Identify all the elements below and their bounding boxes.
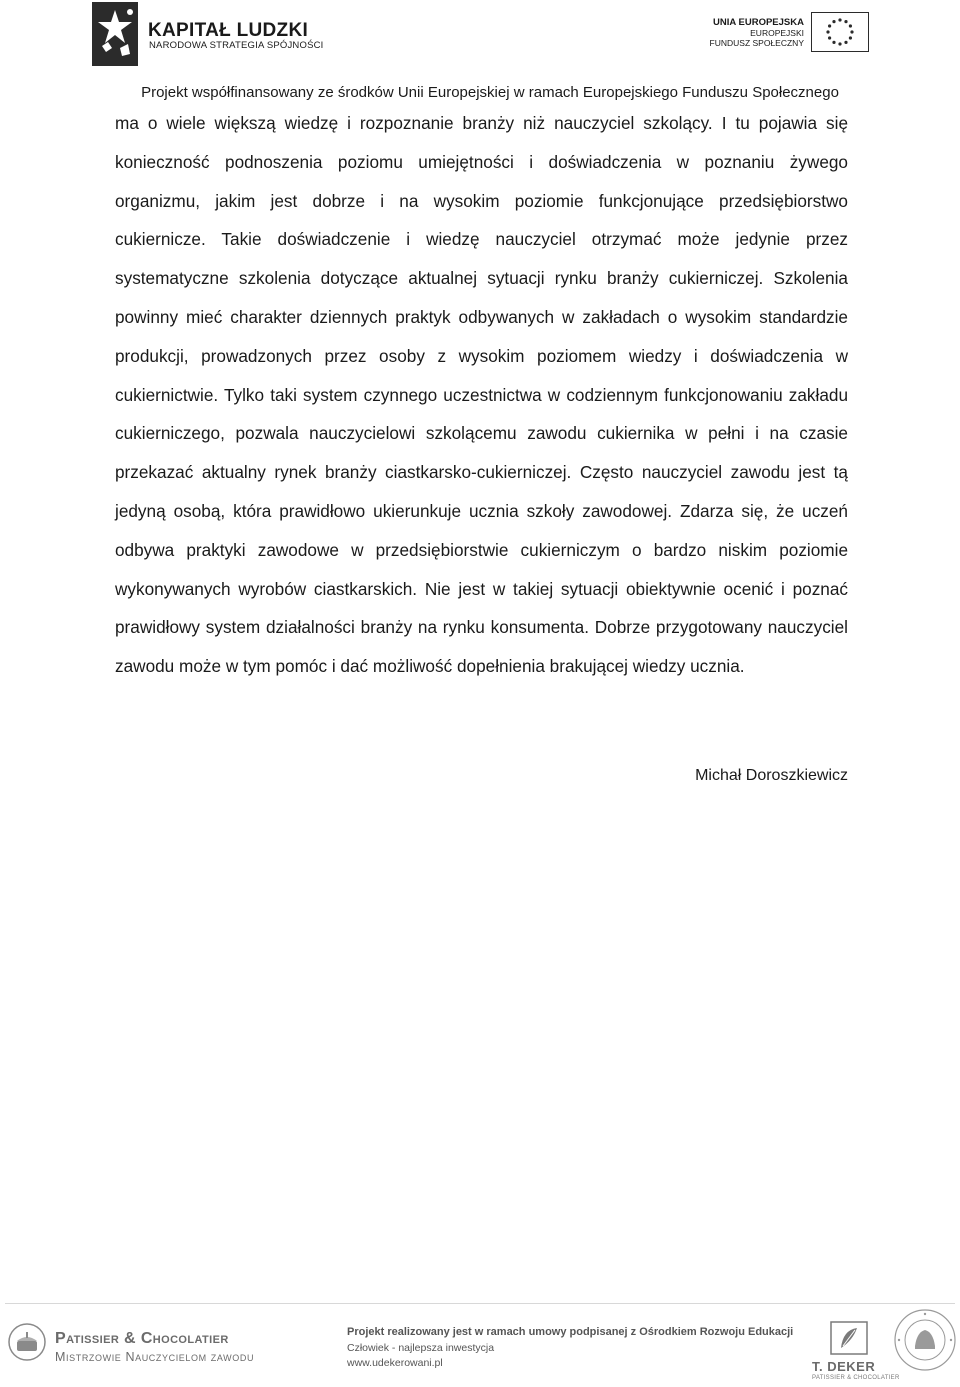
article-paragraph: ma o wiele większą wiedzę i rozpoznanie branży niż nauczyciel szkolący. I tu pojawia się konieczność podnoszenia poziomu umiejętności i doświadczenia w poznaniu żywego organizmu, jakim jest dobrze i na wysokim poziomie funkcjonujące przedsiębiorstwo cukiernicze. Takie doświadczenie i wiedzę nauczyciel otrzymać może jedynie przez systematyczne szkolenia dotyczące aktualnej sytuacji rynku branży cukierniczej. Szkolenia powinny mieć charakter dziennych praktyk odbywanych w zakładach o wysokim standardzie produkcji, prowadzonych przez osoby z wysokim poziomem wiedzy i doświadczenia w cukiernictwie. Tylko taki system czynnego uczestnictwa w codziennym funkcjonowaniu zakładu cukierniczego, pozwala nauczycielowi szkolącemu zawodu cukiernika w pełni i na czasie przekazać aktualny rynek branży ciastkarsko-cukierniczej. Często nauczyciel zawodu jest tą jedyną osobą, która prawidłowo ukierunkuje ucznia szkoły zawodowej. Zdarza się, że uczeń odbywa praktyki zawodowe w przedsiębiorstwie cukierniczym o bardzo niskim poziomie wykonywanych wyrobów ciastkarskich. Nie jest w takiej sytuacji obiektywnie ocenić i poznać prawidłowy system działalności branży na rynku konsumenta. Dobrze przygotowany nauczyciel zawodu może w tym pomóc i dać możliwość dopełnienia brakującej wiedzy ucznia. — [115, 113, 848, 677]
deker-logo-icon — [829, 1320, 869, 1356]
project-info-line: Projekt realizowany jest w ramach umowy podpisanej z Ośrodkiem Rozwoju Edukacji — [347, 1326, 794, 1338]
eu-logo-line2: EUROPEJSKI — [750, 28, 804, 38]
eu-logo-text — [710, 18, 804, 48]
kapital-ludzki-logo-name: KAPITAŁ LUDZKI — [148, 20, 309, 41]
deker-subtitle: PATISSIER & CHOCOLATIER — [812, 1375, 900, 1381]
project-website: www.udekerowani.pl — [347, 1357, 443, 1369]
eu-logo-line3: FUNDUSZ SPOŁECZNY — [709, 38, 804, 48]
project-slogan: Człowiek - najlepsza inwestycja — [347, 1342, 495, 1354]
eu-flag-icon — [811, 12, 869, 52]
deker-name: T. DEKER — [812, 1359, 876, 1374]
author-signature: Michał Doroszkiewicz — [695, 767, 848, 784]
chefs-association-seal-icon — [893, 1308, 957, 1372]
article-body — [115, 104, 848, 686]
cofinancing-statement: Projekt współfinansowany ze środków Unii Europejskiej w ramach Europejskiego Funduszu Społecznego — [141, 84, 839, 101]
kapital-ludzki-logo-subtitle: NARODOWA STRATEGIA SPÓJNOŚCI — [149, 40, 324, 51]
footer-divider — [5, 1303, 955, 1304]
cake-logo-icon — [8, 1323, 46, 1361]
eu-logo-line1: UNIA EUROPEJSKA — [713, 17, 804, 28]
patissier-chocolatier-title: Patissier & Chocolatier — [55, 1330, 229, 1347]
kapital-ludzki-star-icon — [92, 2, 138, 66]
patissier-chocolatier-subtitle: Mistrzowie Nauczycielom zawodu — [55, 1350, 255, 1364]
